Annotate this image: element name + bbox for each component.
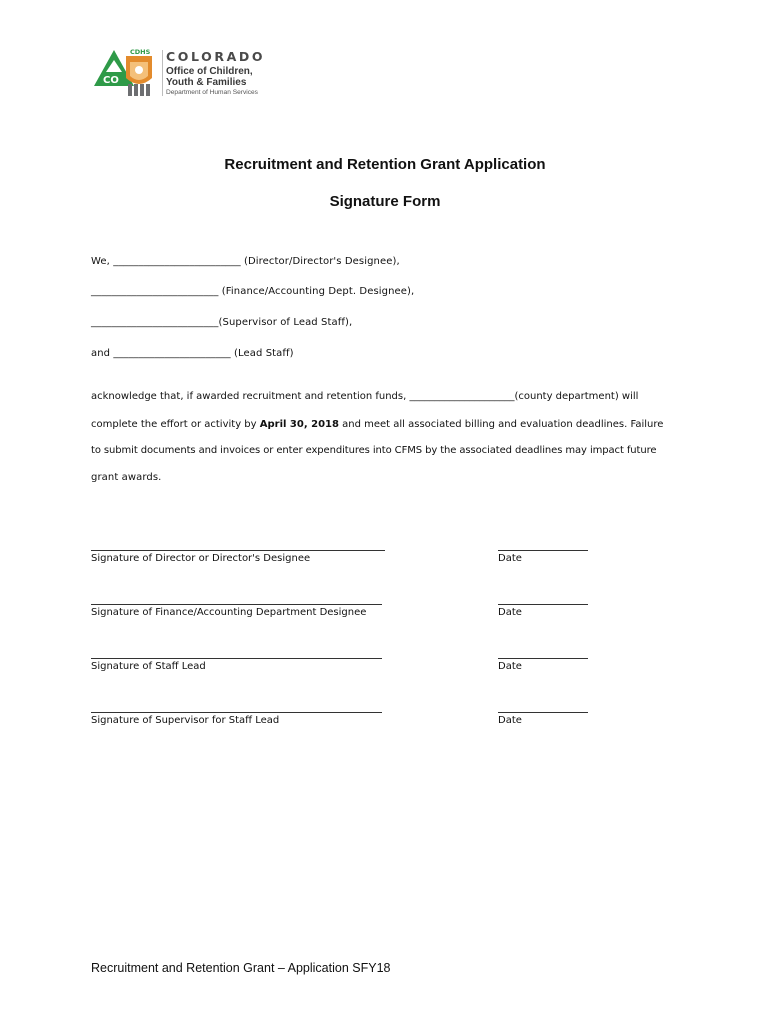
date-label: Date <box>498 661 522 672</box>
date-label: Date <box>498 607 522 618</box>
participant-role: (Finance/Accounting Dept. Designee), <box>221 286 415 297</box>
acknowledgement-text: complete the effort or activity by <box>91 419 260 430</box>
logo-state-name: COLORADO <box>166 49 266 64</box>
document-subtitle: Signature Form <box>329 193 441 210</box>
participant-blank: _________________________ <box>91 286 219 297</box>
signature-line[interactable] <box>91 658 382 659</box>
participant-line-director <box>91 256 400 267</box>
cdhs-emblem-icon <box>92 44 162 102</box>
date-label: Date <box>498 715 522 726</box>
acknowledgement-text: and meet all associated billing and evaluation deadlines. Failure <box>338 419 664 430</box>
acknowledgement-line-4: grant awards. <box>91 472 162 483</box>
signature-line[interactable] <box>91 604 382 605</box>
logo-mark-text: CO <box>103 75 119 86</box>
signature-label-director: Signature of Director or Director's Designee <box>91 553 311 564</box>
participant-blank: _______________________ <box>113 348 231 359</box>
date-line[interactable] <box>498 550 588 551</box>
signature-line[interactable] <box>91 712 382 713</box>
signature-label-staff-lead: Signature of Staff Lead <box>91 661 206 672</box>
signature-line[interactable] <box>91 550 385 551</box>
participant-blank: _________________________ <box>91 317 219 328</box>
logo-department: Department of Human Services <box>166 89 258 96</box>
logo-office-line1: Office of Children, <box>166 66 253 77</box>
logo-office-line2: Youth & Families <box>166 77 247 88</box>
page-footer: Recruitment and Retention Grant – Application SFY18 <box>91 961 391 975</box>
logo-badge-text: CDHS <box>130 48 151 56</box>
acknowledgement-line-3: to submit documents and invoices or enter expenditures into CFMS by the associated deadlines may impact future <box>91 445 657 456</box>
participant-line-lead-staff <box>91 348 294 359</box>
logo-divider <box>162 50 163 96</box>
deadline-date: April 30, 2018 <box>259 419 339 430</box>
participant-role: (Lead Staff) <box>234 348 294 359</box>
acknowledgement-line-2 <box>91 419 663 430</box>
participant-prefix: We, <box>91 256 110 267</box>
participant-prefix: and <box>91 348 111 359</box>
participant-role: (Supervisor of Lead Staff), <box>218 317 353 328</box>
date-line[interactable] <box>498 604 588 605</box>
participant-role: (Director/Director's Designee), <box>244 256 400 267</box>
signature-label-supervisor: Signature of Supervisor for Staff Lead <box>91 715 280 726</box>
document-title: Recruitment and Retention Grant Application <box>224 156 546 173</box>
date-line[interactable] <box>498 712 588 713</box>
signature-label-finance: Signature of Finance/Accounting Department Designee <box>91 607 367 618</box>
participant-blank: _________________________ <box>113 256 241 267</box>
acknowledgement-line-1: acknowledge that, if awarded recruitment and retention funds, _____________________(county department) will <box>91 391 639 402</box>
date-label: Date <box>498 553 522 564</box>
participant-line-supervisor <box>91 317 352 328</box>
participant-line-finance <box>91 286 414 297</box>
date-line[interactable] <box>498 658 588 659</box>
